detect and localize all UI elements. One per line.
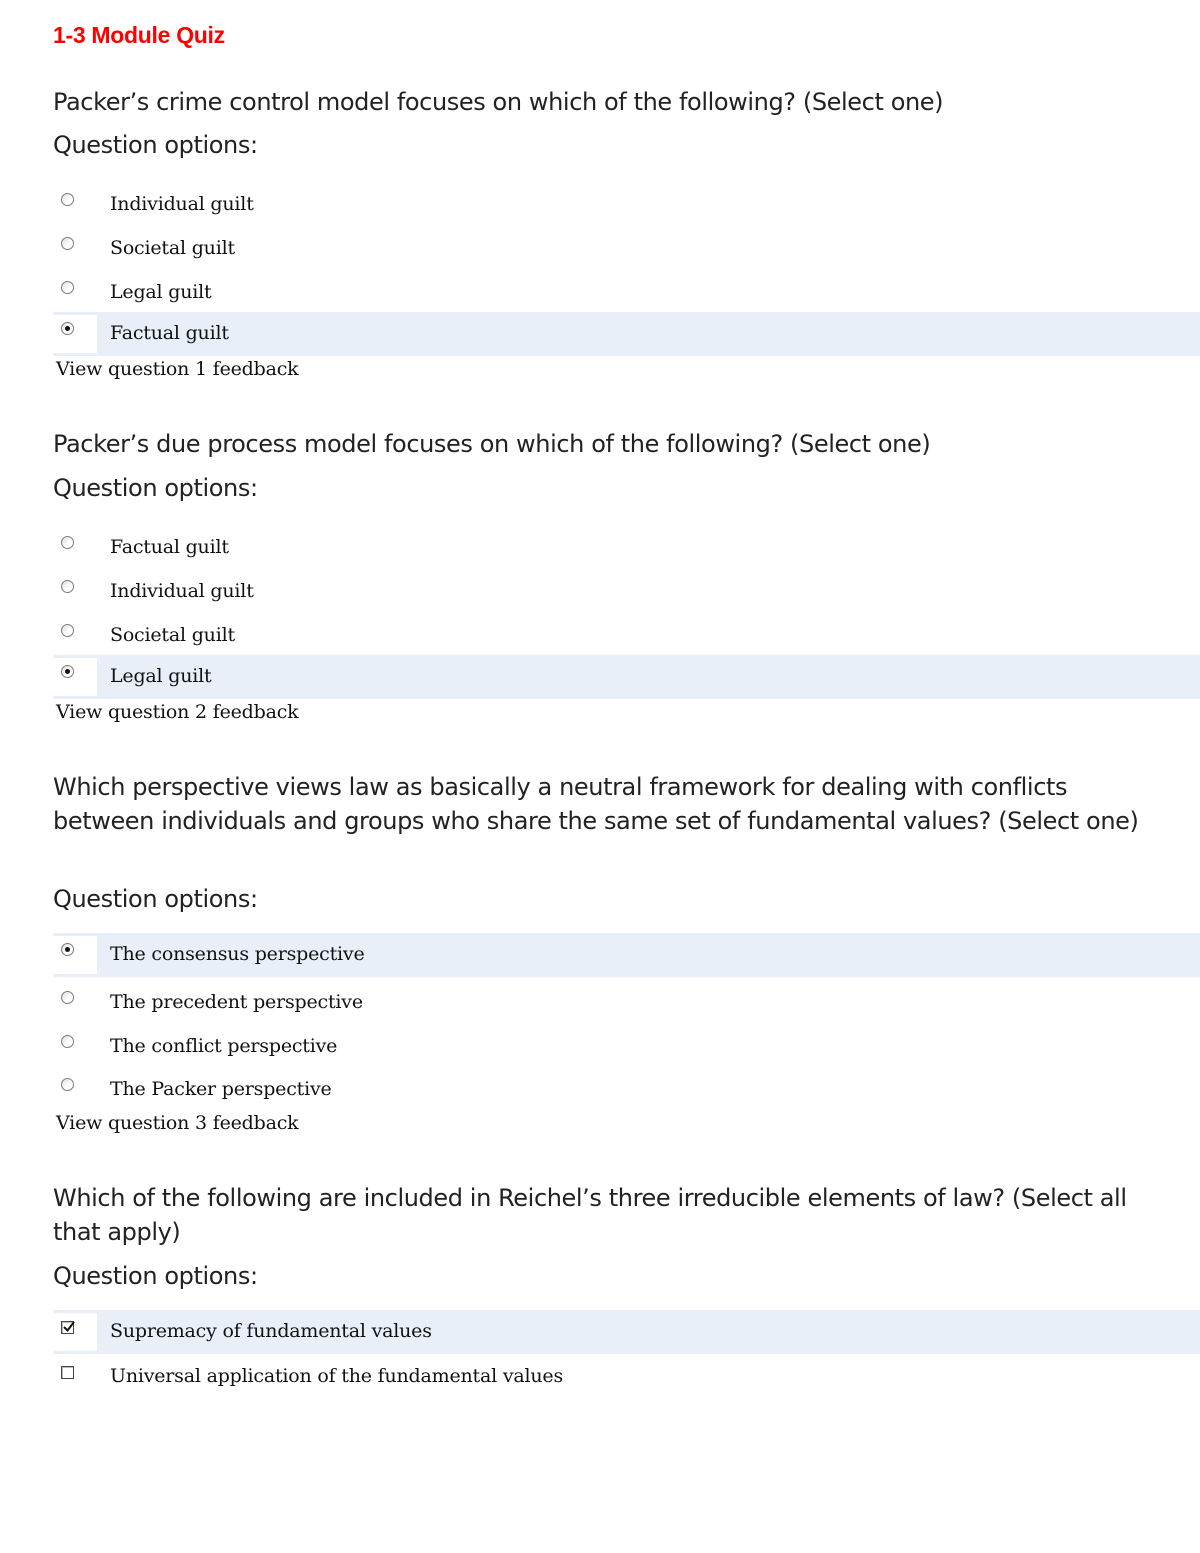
question-1-feedback-link[interactable]: View question 1 feedback bbox=[56, 358, 299, 380]
question-2-option-2[interactable] bbox=[53, 570, 1200, 614]
option-label: The precedent perspective bbox=[110, 991, 363, 1013]
question-4-option-1[interactable] bbox=[53, 1310, 1200, 1354]
checkbox-checked[interactable] bbox=[61, 1321, 74, 1334]
radio-button[interactable] bbox=[61, 1078, 74, 1091]
radio-button[interactable] bbox=[61, 624, 74, 637]
question-4-option-2[interactable] bbox=[53, 1355, 1200, 1399]
option-label: Individual guilt bbox=[110, 580, 254, 602]
question-3-option-1[interactable] bbox=[53, 933, 1200, 977]
question-1-option-1[interactable] bbox=[53, 183, 1200, 227]
radio-button-selected[interactable] bbox=[61, 665, 74, 678]
question-3-option-3[interactable] bbox=[53, 1025, 1200, 1069]
radio-button[interactable] bbox=[61, 536, 74, 549]
question-1-option-2[interactable] bbox=[53, 227, 1200, 271]
question-1-option-3[interactable] bbox=[53, 271, 1200, 315]
question-3-text: Which perspective views law as basically a neutral framework for dealing with conflicts between individuals and groups who share the same set of fundamental values? (Select one) bbox=[53, 773, 1139, 835]
option-label: Societal guilt bbox=[110, 237, 235, 259]
question-2-option-1[interactable] bbox=[53, 526, 1200, 570]
radio-button-selected[interactable] bbox=[61, 322, 74, 335]
option-label: Individual guilt bbox=[110, 193, 254, 215]
option-label: Universal application of the fundamental values bbox=[110, 1365, 563, 1387]
checkbox[interactable] bbox=[61, 1366, 74, 1379]
question-2-feedback-link[interactable]: View question 2 feedback bbox=[56, 701, 299, 723]
option-label: The consensus perspective bbox=[110, 943, 365, 965]
question-1-options-label: Question options: bbox=[53, 131, 258, 159]
option-label: Societal guilt bbox=[110, 624, 235, 646]
quiz-title: 1-3 Module Quiz bbox=[53, 22, 225, 48]
option-label: Factual guilt bbox=[110, 536, 229, 558]
question-3-option-4[interactable] bbox=[53, 1068, 1200, 1112]
question-1-option-4[interactable] bbox=[53, 312, 1200, 356]
question-1-text: Packer’s crime control model focuses on which of the following? (Select one) bbox=[53, 88, 944, 116]
question-3-feedback-link[interactable]: View question 3 feedback bbox=[56, 1112, 299, 1134]
radio-button-selected[interactable] bbox=[61, 943, 74, 956]
radio-button[interactable] bbox=[61, 991, 74, 1004]
question-2-option-3[interactable] bbox=[53, 614, 1200, 658]
radio-button[interactable] bbox=[61, 237, 74, 250]
option-label: The Packer perspective bbox=[110, 1078, 332, 1100]
radio-button[interactable] bbox=[61, 1035, 74, 1048]
question-2-options-label: Question options: bbox=[53, 474, 258, 502]
option-label: The conflict perspective bbox=[110, 1035, 338, 1057]
radio-button[interactable] bbox=[61, 281, 74, 294]
question-2-text: Packer’s due process model focuses on which of the following? (Select one) bbox=[53, 430, 931, 458]
question-3-options-label: Question options: bbox=[53, 885, 258, 913]
radio-button[interactable] bbox=[61, 193, 74, 206]
question-2-option-4[interactable] bbox=[53, 655, 1200, 699]
question-4-options-label: Question options: bbox=[53, 1262, 258, 1290]
option-label: Supremacy of fundamental values bbox=[110, 1320, 432, 1342]
option-label: Factual guilt bbox=[110, 322, 229, 344]
option-label: Legal guilt bbox=[110, 665, 212, 687]
radio-button[interactable] bbox=[61, 580, 74, 593]
option-label: Legal guilt bbox=[110, 281, 212, 303]
check-icon bbox=[62, 1320, 76, 1334]
question-4-text: Which of the following are included in Reichel’s three irreducible elements of law? (Select all that apply) bbox=[53, 1184, 1127, 1246]
question-3-option-2[interactable] bbox=[53, 981, 1200, 1025]
